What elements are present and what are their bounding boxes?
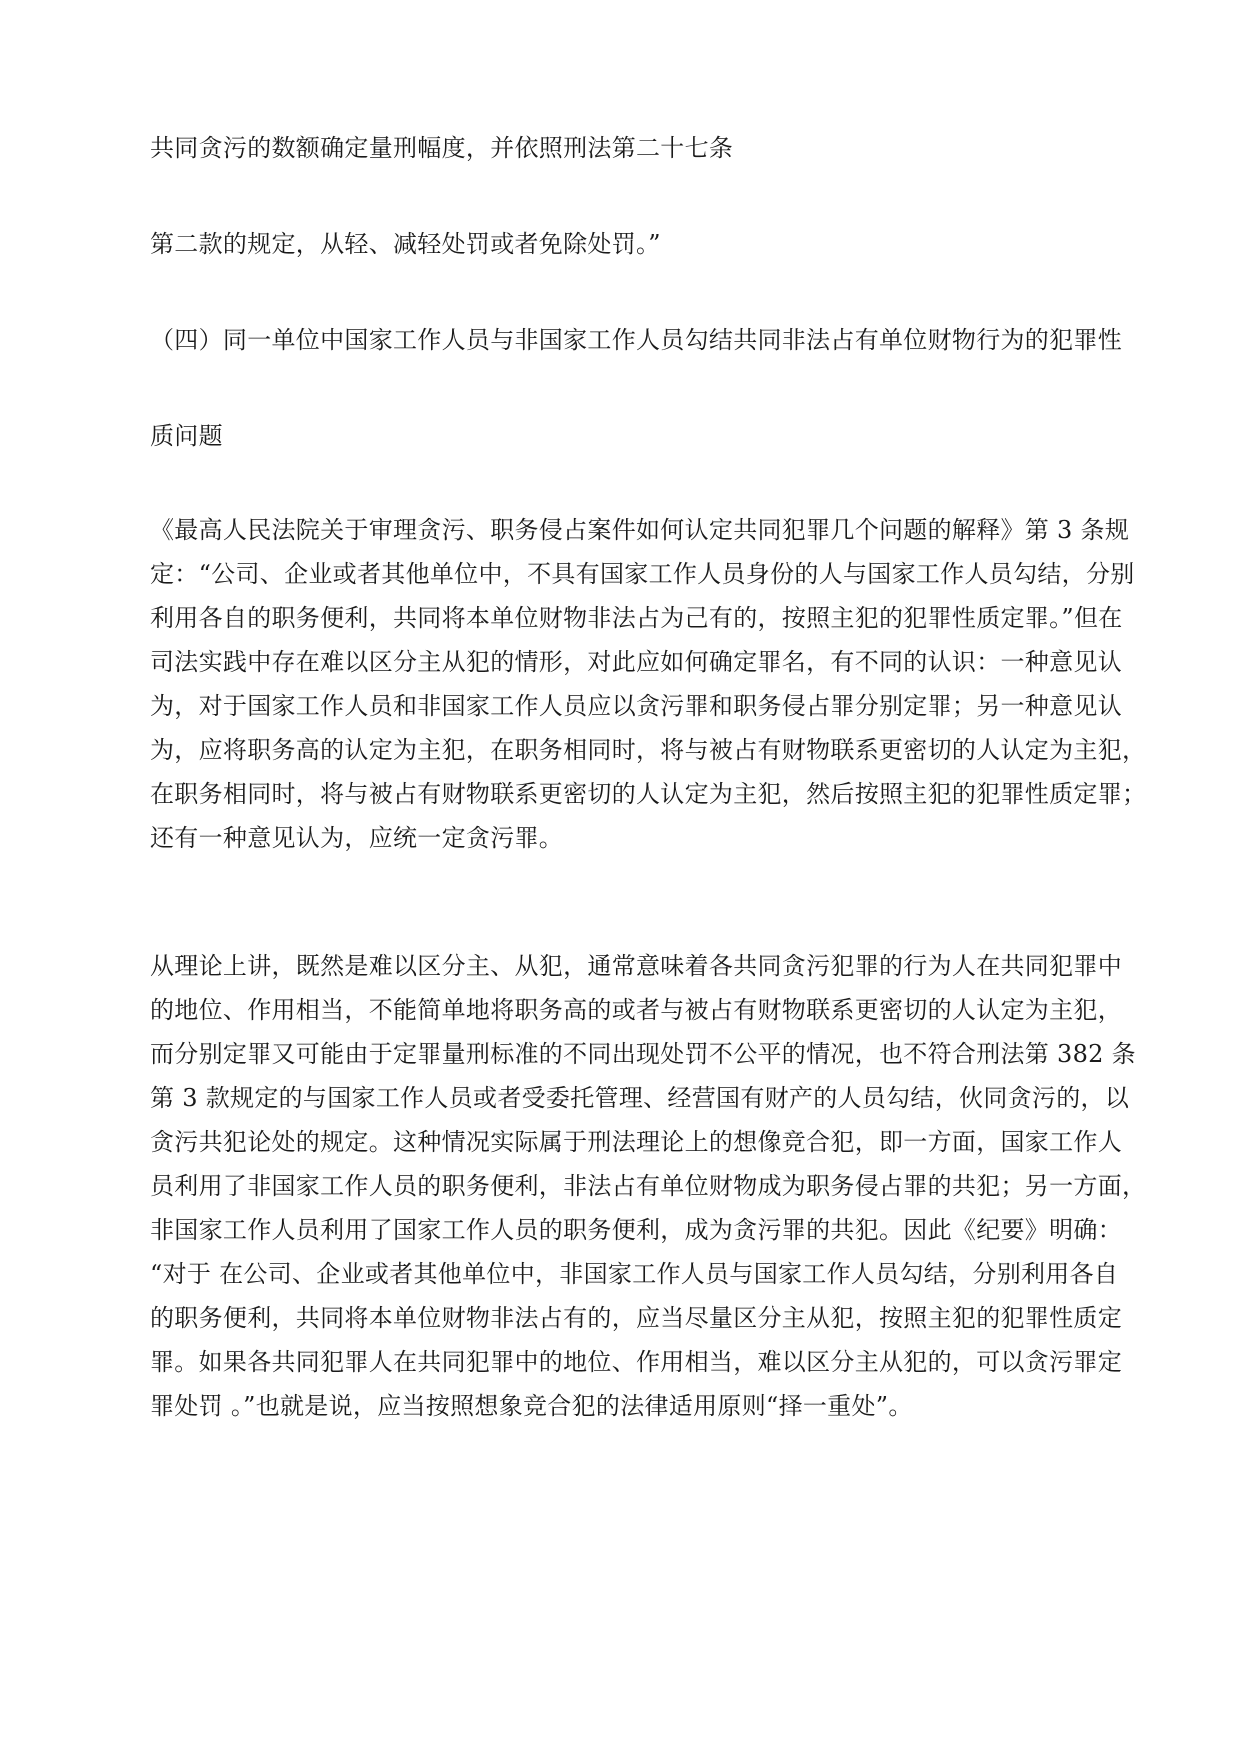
text-line: 共同贪污的数额确定量刑幅度，并依照刑法第二十七条 xyxy=(150,134,734,162)
paragraph-line: 罪处罚 。”也就是说，应当按照想象竞合犯的法律适用原则“择一重处”。 xyxy=(150,1392,913,1420)
paragraph-line: 还有一种意见认为，应统一定贪污罪。 xyxy=(150,824,564,852)
paragraph-line: 的地位、作用相当，不能简单地将职务高的或者与被占有财物联系更密切的人认定为主犯， xyxy=(150,996,1122,1024)
paragraph-line: 《最高人民法院关于审理贪污、职务侵占案件如何认定共同犯罪几个问题的解释》第 3 条规 xyxy=(150,516,1130,544)
paragraph-line: 而分别定罪又可能由于定罪量刑标准的不同出现处罚不公平的情况，也不符合刑法第 382 条 xyxy=(150,1040,1136,1068)
paragraph-line: 司法实践中存在难以区分主从犯的情形，对此应如何确定罪名，有不同的认识：一种意见认 xyxy=(150,648,1122,676)
paragraph-line: 员利用了非国家工作人员的职务便利，非法占有单位财物成为职务侵占罪的共犯；另一方面， xyxy=(150,1172,1147,1200)
paragraph-2 xyxy=(150,944,1147,1428)
text-line: 第二款的规定，从轻、减轻处罚或者免除处罚。” xyxy=(150,230,661,258)
paragraph-line: 利用各自的职务便利，共同将本单位财物非法占为己有的，按照主犯的犯罪性质定罪。”但在 xyxy=(150,604,1123,632)
paragraph-line: 从理论上讲，既然是难以区分主、从犯，通常意味着各共同贪污犯罪的行为人在共同犯罪中 xyxy=(150,952,1122,980)
paragraph-line: 第 3 款规定的与国家工作人员或者受委托管理、经营国有财产的人员勾结，伙同贪污的，以 xyxy=(150,1084,1130,1112)
paragraph-1 xyxy=(150,508,1147,860)
paragraph-line: 罪。如果各共同犯罪人在共同犯罪中的地位、作用相当，难以区分主从犯的，可以贪污罪定 xyxy=(150,1348,1122,1376)
paragraph-line: 非国家工作人员利用了国家工作人员的职务便利，成为贪污罪的共犯。因此《纪要》明确： xyxy=(150,1216,1122,1244)
paragraph-line: “对于 在公司、企业或者其他单位中，非国家工作人员与国家工作人员勾结，分别利用各自 xyxy=(150,1260,1119,1288)
paragraph-line: 定：“公司、企业或者其他单位中，不具有国家工作人员身份的人与国家工作人员勾结，分别 xyxy=(150,560,1135,588)
paragraph-line: 为，对于国家工作人员和非国家工作人员应以贪污罪和职务侵占罪分别定罪；另一种意见认 xyxy=(150,692,1122,720)
paragraph-line: 为，应将职务高的认定为主犯，在职务相同时，将与被占有财物联系更密切的人认定为主犯， xyxy=(150,736,1147,764)
paragraph-line: 贪污共犯论处的规定。这种情况实际属于刑法理论上的想像竞合犯，即一方面，国家工作人 xyxy=(150,1128,1122,1156)
paragraph-line: 的职务便利，共同将本单位财物非法占有的，应当尽量区分主从犯，按照主犯的犯罪性质定 xyxy=(150,1304,1122,1332)
section-heading-continuation: 质问题 xyxy=(150,422,223,450)
paragraph-line: 在职务相同时，将与被占有财物联系更密切的人认定为主犯，然后按照主犯的犯罪性质定罪； xyxy=(150,780,1147,808)
section-heading: （四）同一单位中国家工作人员与非国家工作人员勾结共同非法占有单位财物行为的犯罪性 xyxy=(150,326,1122,354)
